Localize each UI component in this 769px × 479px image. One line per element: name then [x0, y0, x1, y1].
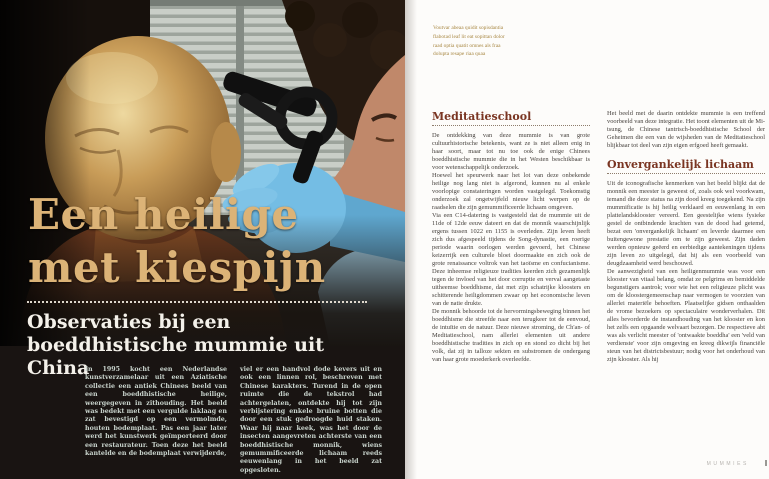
article-title [28, 188, 326, 294]
body-paragraph: De aanwezigheid van een heiligenmummie was voor een klooster van vitaal belang, omdat ze pelgrims en bemiddelde begunstigers aantrok; voor wie het een religieuze plicht was om de kloostergemeenschap naar vermogen te voorzien van allerlei materiële behoeften. Plaatselijke gidsen onthaalden de vrome bezoekers op spectaculaire wonderverhalen. Dit alles bevorderde de instandhouding van het klooster en kon het zelfs een opgaande welvaart bezorgen. De respectieve abt was als verlicht meester of 'ontwaakte boeddha' een 'veld van verdienste' voor zijn omgeving en kreeg dikwijls financiële steun van het districtsbestuur; nodig voor het onderhoud van zijn klooster. Als hij [607, 268, 765, 363]
running-footer: MUMMIES [706, 461, 749, 467]
photo-caption: Voutvar abeaa quidit sopisdantia flabotad leaf lit eat sopittan dolor raad optia quatit omnes als fraa dolupta resape riaa quaa [433, 25, 505, 58]
heading-dotted-rule [607, 173, 765, 174]
buddha-examination-photo [0, 0, 405, 346]
body-paragraph: Uit de iconografische kenmerken van het beeld blijkt dat de monnik een meester is geweest of, zoals ook wel voorkwam, iemand die deze status na zijn dood kreeg toegekend. Na zijn mummificatie is hij heilig verklaard en eeuwenlang in een plattelandsklooster vereerd. Een geestelijke wiens fysieke gestel de ontbindende krachten van de dood had getemd, bezat een 'onvergankelijk lichaam' en leverde daarmee een buitengewone prestatie om te zijn geweest. Zijn daden werden opnieuw geëerd en eerbiedige aantekeningen tijdens zijn leven zo uitgelegd, dat hij als een voorbeeld van deugdzaamheid werd beschouwd. [607, 180, 765, 267]
section-heading-meditatieschool: Meditatieschool [432, 110, 532, 123]
page-edge-mark [765, 460, 767, 466]
text-column-1 [432, 110, 590, 364]
right-page [405, 0, 769, 479]
body-paragraph: De monnik behoorde tot de hervormingsbeweging binnen het boeddhisme die streefde naar een terugkeer tot de eenvoud, de intuïtie en de natuur. Deze nieuwe stroming, de Ch'an- of Meditatieschool, nam allerlei elementen uit andere boeddhistische tradities in zich op en stond zo dicht bij het volk, dat zij in talloze sekten en substromen de ondergang van haar grote moederkerk overleefde. [432, 308, 590, 363]
body-paragraph: De ontdekking van deze mummie is van grote cultuurhistorische betekenis, want ze is niet alleen enig in haar soort, maar tot nu toe ook de enige Chinees boeddhistische mummie die in het Westen beschikbaar is voor wetenschappelijk onderzoek. [432, 132, 590, 171]
body-paragraph: Hoewel het speurwerk naar het lot van deze onbekende heilige nog lang niet is afgerond, kunnen nu al enkele voorlopige constateringen worden vastgelegd. Toekomstig onderzoek zal ongetwijfeld nieuw licht werpen op de raadselen die zijn gemummificeerde lichaam omgeven. [432, 172, 590, 211]
body-paragraph: Het beeld met de daarin ontdekte mummie is een treffend voorbeeld van deze integratie. Het toont elementen uit de Mi-tsung, de Chinese tantrisch-boeddhistische School der Geheimen die een van de wijsheden van de Meditatieschool blijkbaar tot deel van zijn eigen erfgoed heeft gemaakt. [607, 110, 765, 149]
article-subtitle: Observaties bij een boeddhistische mummie uit China [27, 311, 324, 379]
body-paragraph: Via een C14-datering is vastgesteld dat de mummie uit de 11de of 12de eeuw dateert en dat de monnik waarschijnlijk ergens tussen 1022 en 1155 is overleden. Zijn leven heeft zich dus afgespeeld tijdens de Song-dynastie, een roerige periode waarin oorlogen werden gevoerd, het Chinese keizerrijk een culturele bloei doormaakte en zich ook de grote renaissance voltrok van het taoïsme en confucianisme. Deze inheemse religieuze tradities keerden zich gezamenlijk tegen de invloed van het door corruptie en verval aangetaste uitheemse boeddhisme, dat met zijn schatrijke kloosters en schitterende heiligdommen zwaar op het economische leven van de natie drukte. [432, 212, 590, 307]
section-heading-onvergankelijk-lichaam: Onvergankelijk lichaam [607, 158, 754, 171]
page-gutter-shadow [405, 0, 417, 479]
body-columns [432, 110, 765, 364]
intro-paragraphs [85, 366, 385, 475]
text-column-2 [607, 110, 765, 364]
title-dotted-divider [27, 301, 367, 303]
title-line-2: met kiespijn [28, 243, 326, 292]
title-line-1: Een heilige [28, 190, 299, 239]
intro-column-1: In 1995 kocht een Nederlandse kunstverzamelaar uit een Aziatische collectie een antiek Chinees beeld van een boeddhistische heilige, weergegeven in zithouding. Het beeld was bedekt met een vergulde laklaag en zat bevestigd op een vermolmde, houten bodemplaat. Pas een jaar later werd het kunstwerk geïmporteerd door een restaurateur. Toen deze het beeld kantelde en de bodemplaat verwijderde, [85, 366, 227, 458]
intro-column-2: viel er een handvol dode kevers uit en ook een linnen rol, beschreven met Chinese karakters. Turend in de open ruimte die de tekstrol had achtergelaten, ontdekte hij tot zijn verbijstering enkele bruine botten die door een stuk gedroogde huid staken. Waar hij naar keek, was het door de insecten aangevreten achterste van een boeddhistische monnik, wiens gemummificeerde lichaam reeds eeuwenlang in het beeld zat opgesloten. [240, 366, 382, 474]
heading-dotted-rule [432, 125, 590, 126]
